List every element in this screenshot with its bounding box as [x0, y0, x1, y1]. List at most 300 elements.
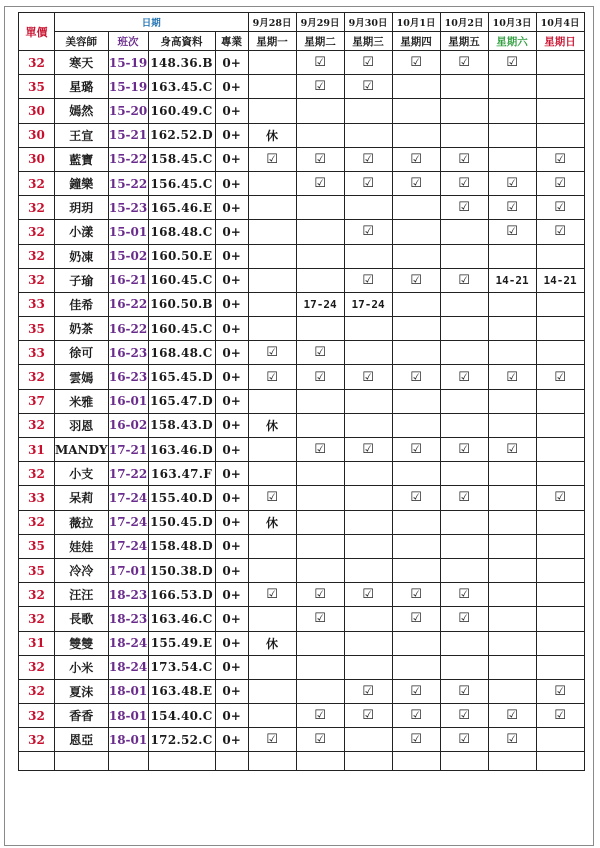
price-cell: 33: [19, 486, 55, 510]
table-row: [19, 268, 585, 292]
empty-cell: [19, 752, 55, 771]
day-cell: [344, 99, 392, 123]
price-cell: 32: [19, 728, 55, 752]
day-cell: [248, 558, 296, 582]
shift-cell: 16-23: [108, 365, 148, 389]
day-cell: [248, 462, 296, 486]
stylist-name-cell: 恩亞: [55, 728, 109, 752]
day-cell: [248, 220, 296, 244]
checked-shift-cell: ☑: [440, 679, 488, 703]
day-cell: [440, 244, 488, 268]
date-header-cell: 9月28日: [248, 13, 296, 32]
day-cell: [248, 438, 296, 462]
date-header-cell: 10月3日: [488, 13, 536, 32]
day-cell: [392, 123, 440, 147]
day-cell: [248, 607, 296, 631]
shift-cell: 18-23: [108, 583, 148, 607]
checked-shift-cell: ☑: [296, 341, 344, 365]
checked-shift-cell: ☑: [248, 728, 296, 752]
weekday-header-cell: 星期一: [248, 32, 296, 51]
stylist-name-cell: 長歌: [55, 607, 109, 631]
day-cell: [440, 99, 488, 123]
day-cell: [536, 728, 584, 752]
price-cell: 32: [19, 583, 55, 607]
body-stats-cell: 166.53.D: [148, 583, 215, 607]
body-stats-cell: 165.47.D: [148, 389, 215, 413]
day-cell: 14-21: [488, 268, 536, 292]
experience-cell: 0+: [215, 510, 248, 534]
experience-cell: 0+: [215, 389, 248, 413]
day-cell: [344, 607, 392, 631]
price-cell: 33: [19, 292, 55, 316]
day-cell: [392, 99, 440, 123]
day-cell: [536, 341, 584, 365]
experience-cell: 0+: [215, 462, 248, 486]
checked-shift-cell: ☑: [392, 51, 440, 75]
body-stats-cell: 160.50.E: [148, 244, 215, 268]
day-cell: [392, 75, 440, 99]
day-cell: 休: [248, 631, 296, 655]
price-cell: 33: [19, 341, 55, 365]
table-row: [19, 171, 585, 195]
body-stats-cell: 158.43.D: [148, 413, 215, 437]
day-cell: [440, 534, 488, 558]
shift-cell: 18-24: [108, 631, 148, 655]
body-stats-cell: 162.52.D: [148, 123, 215, 147]
shift-cell: 15-02: [108, 244, 148, 268]
day-cell: [536, 558, 584, 582]
day-cell: [440, 413, 488, 437]
shift-cell: 18-23: [108, 607, 148, 631]
day-cell: [440, 292, 488, 316]
day-cell: [536, 389, 584, 413]
table-row: [19, 389, 585, 413]
experience-cell: 0+: [215, 99, 248, 123]
shift-cell: 17-01: [108, 558, 148, 582]
shift-cell: 15-21: [108, 123, 148, 147]
shift-header: 班次: [108, 32, 148, 51]
day-cell: [392, 220, 440, 244]
checked-shift-cell: ☑: [392, 679, 440, 703]
stylist-name-cell: MANDY: [55, 438, 109, 462]
day-cell: [296, 413, 344, 437]
checked-shift-cell: ☑: [296, 704, 344, 728]
body-stats-cell: 155.49.E: [148, 631, 215, 655]
shift-cell: 17-24: [108, 534, 148, 558]
experience-cell: 0+: [215, 268, 248, 292]
price-cell: 32: [19, 244, 55, 268]
table-row: [19, 558, 585, 582]
day-cell: [344, 510, 392, 534]
day-cell: [536, 75, 584, 99]
day-cell: [296, 534, 344, 558]
experience-cell: 0+: [215, 196, 248, 220]
table-row: [19, 292, 585, 316]
day-cell: [296, 244, 344, 268]
day-cell: [392, 292, 440, 316]
body-stats-cell: 160.45.C: [148, 317, 215, 341]
day-cell: [296, 486, 344, 510]
day-cell: [392, 462, 440, 486]
body-stats-cell: 158.45.C: [148, 147, 215, 171]
day-cell: [488, 244, 536, 268]
checked-shift-cell: ☑: [488, 438, 536, 462]
day-cell: [296, 462, 344, 486]
day-cell: [392, 510, 440, 534]
empty-cell: [215, 752, 248, 771]
checked-shift-cell: ☑: [488, 728, 536, 752]
stylist-name-cell: 雲嫣: [55, 365, 109, 389]
day-cell: [248, 244, 296, 268]
day-cell: [296, 631, 344, 655]
day-cell: [248, 75, 296, 99]
day-cell: [392, 244, 440, 268]
checked-shift-cell: ☑: [440, 728, 488, 752]
shift-cell: 15-23: [108, 196, 148, 220]
price-cell: 30: [19, 123, 55, 147]
day-cell: [296, 220, 344, 244]
table-row: [19, 244, 585, 268]
checked-shift-cell: ☑: [536, 220, 584, 244]
day-cell: [488, 631, 536, 655]
day-cell: 休: [248, 123, 296, 147]
stylist-name-cell: 星璐: [55, 75, 109, 99]
day-cell: [344, 341, 392, 365]
experience-cell: 0+: [215, 728, 248, 752]
checked-shift-cell: ☑: [248, 341, 296, 365]
schedule-table: [18, 12, 585, 771]
checked-shift-cell: ☑: [296, 728, 344, 752]
shift-cell: 16-21: [108, 268, 148, 292]
checked-shift-cell: ☑: [488, 704, 536, 728]
checked-shift-cell: ☑: [392, 486, 440, 510]
date-header: 日期: [55, 13, 249, 32]
stylist-name-cell: 奶茶: [55, 317, 109, 341]
body-stats-cell: 150.45.D: [148, 510, 215, 534]
checked-shift-cell: ☑: [536, 171, 584, 195]
checked-shift-cell: ☑: [488, 365, 536, 389]
experience-cell: 0+: [215, 123, 248, 147]
checked-shift-cell: ☑: [296, 438, 344, 462]
day-cell: [344, 486, 392, 510]
body-stats-cell: 150.38.D: [148, 558, 215, 582]
checked-shift-cell: ☑: [392, 583, 440, 607]
day-cell: [248, 51, 296, 75]
checked-shift-cell: ☑: [248, 583, 296, 607]
price-cell: 35: [19, 558, 55, 582]
body-stats-cell: 163.47.F: [148, 462, 215, 486]
shift-cell: 17-21: [108, 438, 148, 462]
body-stats-cell: 155.40.D: [148, 486, 215, 510]
day-cell: [248, 268, 296, 292]
day-cell: [440, 631, 488, 655]
body-stats-cell: 168.48.C: [148, 220, 215, 244]
shift-cell: 17-24: [108, 486, 148, 510]
day-cell: 17-24: [296, 292, 344, 316]
day-cell: [440, 510, 488, 534]
checked-shift-cell: ☑: [296, 171, 344, 195]
day-cell: [296, 510, 344, 534]
stylist-name-cell: 徐可: [55, 341, 109, 365]
table-row: [19, 341, 585, 365]
day-cell: [392, 558, 440, 582]
body-stats-cell: 160.45.C: [148, 268, 215, 292]
body-stats-cell: 158.48.D: [148, 534, 215, 558]
day-cell: [392, 196, 440, 220]
day-cell: [440, 655, 488, 679]
weekday-header-cell: 星期五: [440, 32, 488, 51]
day-cell: [344, 389, 392, 413]
day-cell: [344, 413, 392, 437]
checked-shift-cell: ☑: [440, 583, 488, 607]
checked-shift-cell: ☑: [392, 438, 440, 462]
checked-shift-cell: ☑: [440, 365, 488, 389]
shift-cell: 17-22: [108, 462, 148, 486]
checked-shift-cell: ☑: [392, 704, 440, 728]
empty-cell: [296, 752, 344, 771]
checked-shift-cell: ☑: [392, 607, 440, 631]
table-row: [19, 365, 585, 389]
stylist-name-cell: 羽恩: [55, 413, 109, 437]
day-cell: [248, 317, 296, 341]
day-cell: [536, 462, 584, 486]
day-cell: [488, 534, 536, 558]
experience-cell: 0+: [215, 317, 248, 341]
checked-shift-cell: ☑: [536, 704, 584, 728]
day-cell: [248, 196, 296, 220]
weekday-header-cell: 星期三: [344, 32, 392, 51]
body-stats-cell: 168.48.C: [148, 341, 215, 365]
empty-cell: [392, 752, 440, 771]
shift-cell: 15-19: [108, 75, 148, 99]
checked-shift-cell: ☑: [440, 607, 488, 631]
checked-shift-cell: ☑: [392, 365, 440, 389]
price-cell: 31: [19, 438, 55, 462]
day-cell: [296, 196, 344, 220]
day-cell: [296, 558, 344, 582]
empty-cell: [248, 752, 296, 771]
day-cell: [392, 655, 440, 679]
day-cell: [440, 558, 488, 582]
day-cell: [488, 292, 536, 316]
price-cell: 30: [19, 147, 55, 171]
shift-cell: 18-01: [108, 728, 148, 752]
checked-shift-cell: ☑: [248, 365, 296, 389]
stylist-name-cell: 鐘樂: [55, 171, 109, 195]
day-cell: [536, 510, 584, 534]
body-stats-cell: 148.36.B: [148, 51, 215, 75]
checked-shift-cell: ☑: [440, 268, 488, 292]
checked-shift-cell: ☑: [392, 268, 440, 292]
table-row: [19, 583, 585, 607]
body-stats-cell: 165.45.D: [148, 365, 215, 389]
checked-shift-cell: ☑: [488, 171, 536, 195]
experience-cell: 0+: [215, 292, 248, 316]
day-cell: [488, 607, 536, 631]
date-header-cell: 9月29日: [296, 13, 344, 32]
price-cell: 35: [19, 534, 55, 558]
day-cell: [488, 123, 536, 147]
checked-shift-cell: ☑: [248, 147, 296, 171]
table-row: [19, 99, 585, 123]
checked-shift-cell: ☑: [296, 147, 344, 171]
stylist-name-cell: 奶凍: [55, 244, 109, 268]
day-cell: [536, 51, 584, 75]
checked-shift-cell: ☑: [296, 365, 344, 389]
day-cell: [536, 99, 584, 123]
checked-shift-cell: ☑: [296, 583, 344, 607]
table-row: [19, 655, 585, 679]
shift-cell: 17-24: [108, 510, 148, 534]
day-cell: [488, 341, 536, 365]
stylist-name-cell: 香香: [55, 704, 109, 728]
day-cell: [344, 728, 392, 752]
checked-shift-cell: ☑: [392, 171, 440, 195]
day-cell: [248, 99, 296, 123]
experience-cell: 0+: [215, 704, 248, 728]
stylist-header: 美容師: [55, 32, 109, 51]
shift-cell: 16-22: [108, 317, 148, 341]
day-cell: 休: [248, 510, 296, 534]
day-cell: [440, 123, 488, 147]
empty-cell: [148, 752, 215, 771]
table-row: [19, 317, 585, 341]
day-cell: [488, 462, 536, 486]
day-cell: [488, 389, 536, 413]
day-cell: [248, 704, 296, 728]
shift-cell: 15-20: [108, 99, 148, 123]
price-cell: 32: [19, 365, 55, 389]
price-cell: 30: [19, 99, 55, 123]
experience-cell: 0+: [215, 607, 248, 631]
table-row: [19, 413, 585, 437]
day-cell: [296, 268, 344, 292]
stylist-name-cell: 藍寶: [55, 147, 109, 171]
checked-shift-cell: ☑: [296, 607, 344, 631]
table-row: [19, 147, 585, 171]
day-cell: [536, 292, 584, 316]
stylist-name-cell: 米雅: [55, 389, 109, 413]
body-header: 身高資料: [148, 32, 215, 51]
day-cell: [344, 123, 392, 147]
shift-cell: 18-01: [108, 704, 148, 728]
experience-cell: 0+: [215, 341, 248, 365]
checked-shift-cell: ☑: [344, 583, 392, 607]
empty-cell: [55, 752, 109, 771]
price-cell: 32: [19, 462, 55, 486]
table-row: [19, 510, 585, 534]
shift-cell: 18-24: [108, 655, 148, 679]
day-cell: [440, 75, 488, 99]
shift-cell: 15-19: [108, 51, 148, 75]
experience-cell: 0+: [215, 51, 248, 75]
day-cell: [488, 317, 536, 341]
header-row-dates: [19, 13, 585, 32]
stylist-name-cell: 小漾: [55, 220, 109, 244]
shift-cell: 15-22: [108, 147, 148, 171]
date-header-cell: 10月1日: [392, 13, 440, 32]
day-cell: [536, 534, 584, 558]
body-stats-cell: 163.45.C: [148, 75, 215, 99]
day-cell: [248, 655, 296, 679]
shift-cell: 16-01: [108, 389, 148, 413]
day-cell: [536, 631, 584, 655]
experience-cell: 0+: [215, 220, 248, 244]
day-cell: [248, 679, 296, 703]
body-stats-cell: 160.50.B: [148, 292, 215, 316]
experience-cell: 0+: [215, 147, 248, 171]
table-row: [19, 220, 585, 244]
day-cell: [488, 75, 536, 99]
body-stats-cell: 163.46.C: [148, 607, 215, 631]
checked-shift-cell: ☑: [440, 486, 488, 510]
empty-cell: [344, 752, 392, 771]
price-cell: 32: [19, 413, 55, 437]
day-cell: [296, 123, 344, 147]
day-cell: [344, 558, 392, 582]
price-cell: 32: [19, 268, 55, 292]
day-cell: [296, 679, 344, 703]
day-cell: [440, 462, 488, 486]
body-stats-cell: 163.48.E: [148, 679, 215, 703]
table-row: [19, 631, 585, 655]
day-cell: [296, 389, 344, 413]
shift-cell: 18-01: [108, 679, 148, 703]
table-row: [19, 534, 585, 558]
stylist-name-cell: 汪汪: [55, 583, 109, 607]
shift-cell: 16-23: [108, 341, 148, 365]
day-cell: 休: [248, 413, 296, 437]
empty-row: [19, 752, 585, 771]
stylist-name-cell: 玥玥: [55, 196, 109, 220]
experience-cell: 0+: [215, 631, 248, 655]
day-cell: [488, 486, 536, 510]
experience-cell: 0+: [215, 75, 248, 99]
day-cell: [392, 389, 440, 413]
checked-shift-cell: ☑: [440, 196, 488, 220]
day-cell: [440, 341, 488, 365]
day-cell: 17-24: [344, 292, 392, 316]
day-cell: [392, 413, 440, 437]
empty-cell: [440, 752, 488, 771]
price-cell: 32: [19, 171, 55, 195]
day-cell: [344, 534, 392, 558]
weekday-header-saturday: 星期六: [488, 32, 536, 51]
body-stats-cell: 165.46.E: [148, 196, 215, 220]
day-cell: [440, 317, 488, 341]
body-stats-cell: 172.52.C: [148, 728, 215, 752]
table-row: [19, 679, 585, 703]
shift-cell: 15-22: [108, 171, 148, 195]
stylist-name-cell: 王宣: [55, 123, 109, 147]
table-row: [19, 123, 585, 147]
price-cell: 32: [19, 51, 55, 75]
empty-cell: [536, 752, 584, 771]
day-cell: [296, 99, 344, 123]
table-row: [19, 196, 585, 220]
stylist-name-cell: 佳希: [55, 292, 109, 316]
day-cell: [488, 558, 536, 582]
checked-shift-cell: ☑: [536, 147, 584, 171]
body-stats-cell: 173.54.C: [148, 655, 215, 679]
checked-shift-cell: ☑: [488, 220, 536, 244]
day-cell: [536, 655, 584, 679]
stylist-name-cell: 薇拉: [55, 510, 109, 534]
experience-cell: 0+: [215, 413, 248, 437]
day-cell: [344, 655, 392, 679]
checked-shift-cell: ☑: [440, 704, 488, 728]
body-stats-cell: 156.45.C: [148, 171, 215, 195]
